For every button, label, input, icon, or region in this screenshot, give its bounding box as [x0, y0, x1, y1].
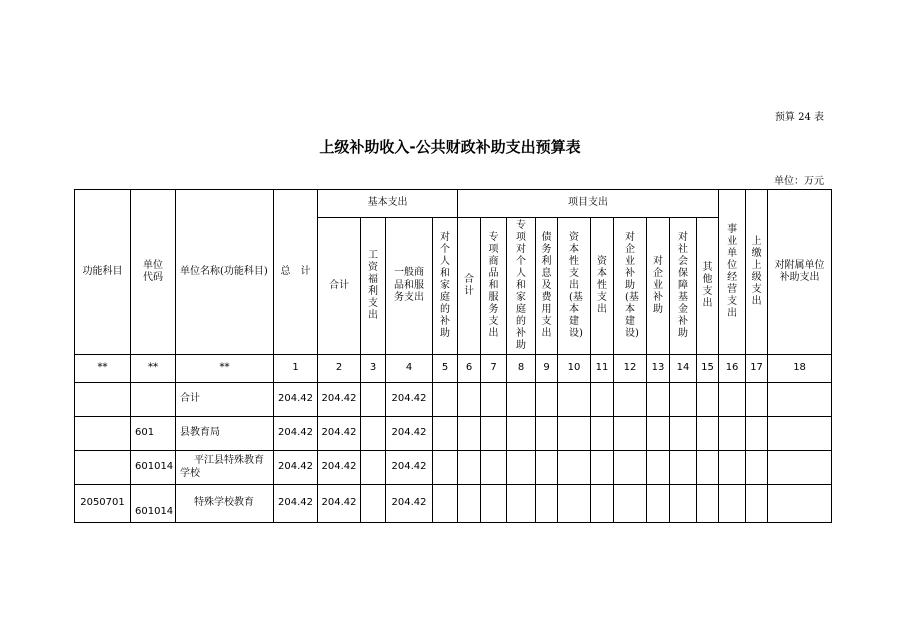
table-row [75, 485, 832, 523]
cell-func: 2050701 [75, 485, 131, 523]
cell-goods: 204.42 [386, 485, 433, 523]
cell-empty [361, 485, 386, 523]
header-basic-total: 合计 [318, 218, 361, 355]
header-upper-payment: 上缴上级支出 [746, 190, 768, 355]
index-cell: 2 [318, 355, 361, 383]
cell-code: 601014 [131, 451, 176, 485]
index-cell: 15 [697, 355, 719, 383]
index-cell: 6 [458, 355, 481, 383]
header-total: 总 计 [274, 190, 318, 355]
cell-empty [697, 485, 719, 523]
index-cell: 12 [614, 355, 647, 383]
cell-empty [647, 451, 670, 485]
cell-empty [768, 383, 832, 417]
cell-empty [614, 417, 647, 451]
index-cell: ** [75, 355, 131, 383]
cell-name: 特殊学校教育 [176, 485, 274, 523]
header-proj-individual: 专项对个人和家庭的补助 [507, 218, 536, 355]
cell-empty [433, 383, 458, 417]
cell-empty [746, 451, 768, 485]
cell-code: 601 [131, 417, 176, 451]
cell-empty [697, 417, 719, 451]
cell-total: 204.42 [274, 451, 318, 485]
cell-name [176, 451, 274, 485]
cell-empty [536, 485, 558, 523]
index-cell: 3 [361, 355, 386, 383]
cell-empty [670, 417, 697, 451]
index-cell: 9 [536, 355, 558, 383]
cell-empty [558, 417, 591, 451]
cell-empty [433, 417, 458, 451]
header-unit-code: 单位代码 [131, 190, 176, 355]
index-cell: 10 [558, 355, 591, 383]
cell-code [131, 383, 176, 417]
cell-code: 601014 [131, 485, 176, 523]
index-cell: 1 [274, 355, 318, 383]
index-cell: ** [131, 355, 176, 383]
cell-empty [670, 451, 697, 485]
unit-label: 单位：万元 [774, 176, 824, 187]
cell-empty [536, 383, 558, 417]
cell-empty [507, 485, 536, 523]
cell-empty [719, 485, 746, 523]
header-unit-name: 单位名称(功能科目) [176, 190, 274, 355]
cell-total: 204.42 [274, 383, 318, 417]
index-cell: 14 [670, 355, 697, 383]
page-title: 上级补助收入-公共财政补助支出预算表 [319, 138, 581, 156]
cell-empty [507, 383, 536, 417]
index-cell: 13 [647, 355, 670, 383]
cell-empty [746, 383, 768, 417]
cell-empty [591, 451, 614, 485]
cell-goods: 204.42 [386, 451, 433, 485]
cell-empty [719, 451, 746, 485]
cell-empty [507, 451, 536, 485]
cell-empty [481, 451, 507, 485]
header-subsidiary: 对附属单位补助支出 [768, 190, 832, 355]
cell-empty [670, 485, 697, 523]
index-cell: 11 [591, 355, 614, 383]
index-cell: ** [176, 355, 274, 383]
cell-total: 204.42 [274, 485, 318, 523]
cell-empty [719, 417, 746, 451]
cell-empty [433, 451, 458, 485]
cell-empty [591, 417, 614, 451]
index-cell: 7 [481, 355, 507, 383]
cell-empty [458, 417, 481, 451]
header-capital: 资本性支出 [591, 218, 614, 355]
cell-empty [768, 485, 832, 523]
cell-empty [481, 417, 507, 451]
header-capital-basic: 资本性支出(基本建设) [558, 218, 591, 355]
header-social-security: 对社会保障基金补助 [670, 218, 697, 355]
cell-empty [614, 485, 647, 523]
cell-empty [558, 383, 591, 417]
header-other: 其他支出 [697, 218, 719, 355]
header-individual-subsidy: 对个人和家庭的补助 [433, 218, 458, 355]
cell-empty [361, 451, 386, 485]
cell-func [75, 383, 131, 417]
cell-empty [647, 485, 670, 523]
header-business-ops: 事业单位经营支出 [719, 190, 746, 355]
cell-empty [536, 451, 558, 485]
header-wages: 工资福利支出 [361, 218, 386, 355]
cell-func [75, 417, 131, 451]
cell-empty [458, 451, 481, 485]
cell-empty [361, 383, 386, 417]
index-row [75, 355, 832, 383]
cell-name-text: 平江县特殊教育学校 [180, 455, 264, 480]
cell-empty [591, 383, 614, 417]
cell-empty [481, 485, 507, 523]
cell-total: 204.42 [274, 417, 318, 451]
index-cell: 16 [719, 355, 746, 383]
cell-empty [433, 485, 458, 523]
cell-name: 县教育局 [176, 417, 274, 451]
cell-empty [719, 383, 746, 417]
cell-empty [746, 485, 768, 523]
header-enterprise: 对企业补助 [647, 218, 670, 355]
index-cell: 17 [746, 355, 768, 383]
form-number: 预算 24 表 [774, 112, 824, 123]
header-proj-total: 合计 [458, 218, 481, 355]
cell-empty [768, 451, 832, 485]
table-row [75, 417, 832, 451]
header-debt-interest: 债务利息及费用支出 [536, 218, 558, 355]
cell-empty [591, 485, 614, 523]
cell-empty [647, 383, 670, 417]
cell-empty [558, 451, 591, 485]
cell-empty [670, 383, 697, 417]
cell-empty [536, 417, 558, 451]
cell-empty [647, 417, 670, 451]
cell-empty [697, 451, 719, 485]
cell-empty [458, 383, 481, 417]
cell-empty [458, 485, 481, 523]
header-goods-services: 一般商品和服务支出 [386, 218, 433, 355]
index-cell: 8 [507, 355, 536, 383]
header-func-subject: 功能科目 [75, 190, 131, 355]
table-row [75, 451, 832, 485]
cell-name: 合计 [176, 383, 274, 417]
cell-goods: 204.42 [386, 383, 433, 417]
table-row [75, 383, 832, 417]
cell-empty [768, 417, 832, 451]
cell-empty [558, 485, 591, 523]
header-proj-goods: 专项商品和服务支出 [481, 218, 507, 355]
header-basic-group: 基本支出 [318, 190, 458, 218]
cell-empty [697, 383, 719, 417]
cell-func [75, 451, 131, 485]
cell-empty [481, 383, 507, 417]
cell-empty [746, 417, 768, 451]
cell-basic-total: 204.42 [318, 417, 361, 451]
cell-empty [507, 417, 536, 451]
cell-basic-total: 204.42 [318, 485, 361, 523]
cell-goods: 204.42 [386, 417, 433, 451]
index-cell: 18 [768, 355, 832, 383]
cell-empty [614, 451, 647, 485]
cell-basic-total: 204.42 [318, 451, 361, 485]
header-enterprise-basic: 对企业补助(基本建设) [614, 218, 647, 355]
header-project-group: 项目支出 [458, 190, 719, 218]
cell-empty [361, 417, 386, 451]
cell-empty [614, 383, 647, 417]
index-cell: 4 [386, 355, 433, 383]
cell-basic-total: 204.42 [318, 383, 361, 417]
index-cell: 5 [433, 355, 458, 383]
budget-table [74, 189, 832, 523]
